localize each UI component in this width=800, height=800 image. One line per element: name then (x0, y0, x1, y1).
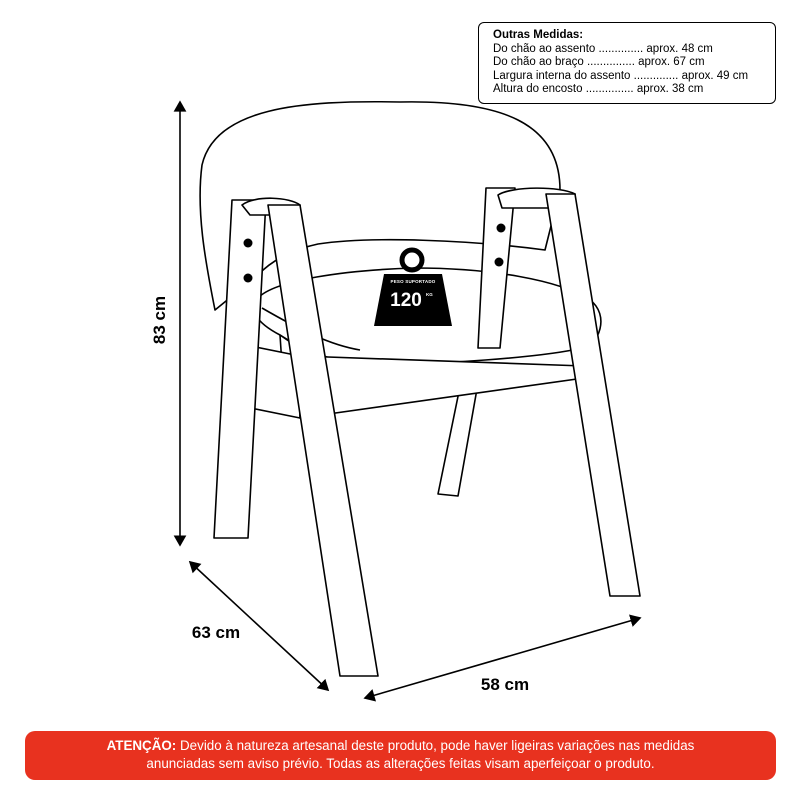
warning-line2: anunciadas sem aviso prévio. Todas as alterações feitas visam aperfeiçoar o produto. (146, 756, 655, 771)
measure-seat-width: Largura interna do assento .............. aprox. 49 cm (493, 69, 749, 82)
measure-seat-height: Do chão ao assento .............. aprox. 48 cm (493, 42, 713, 55)
measure-backrest-height: Altura do encosto ............... aprox. 38 cm (493, 83, 704, 96)
measures-title: Outras Medidas: (493, 29, 584, 41)
depth-label: 63 cm (191, 623, 241, 642)
height-label: 83 cm (150, 295, 169, 345)
bolt-left-upper (244, 239, 253, 248)
front-right-leg (546, 194, 640, 596)
weight-badge-unit: KG (426, 292, 433, 297)
weight-badge-icon (374, 250, 452, 326)
bolt-right-upper (497, 224, 506, 233)
warning-banner (25, 731, 776, 780)
measure-arm-height: Do chão ao braço ............... aprox. 67 cm (493, 56, 705, 69)
warning-line1: Devido à natureza artesanal deste produto, pode haver ligeiras variações nas medidas (180, 738, 695, 753)
other-measures-box (478, 22, 776, 104)
weight-badge-value: 120 (390, 290, 422, 311)
weight-badge-label: PESO SUPORTADO (390, 279, 436, 284)
width-label: 58 cm (480, 675, 530, 694)
bolt-left-lower (244, 274, 253, 283)
bolt-right-lower (495, 258, 504, 267)
warning-prefix: ATENÇÃO: (106, 738, 177, 753)
seat-frame-front (300, 356, 584, 418)
